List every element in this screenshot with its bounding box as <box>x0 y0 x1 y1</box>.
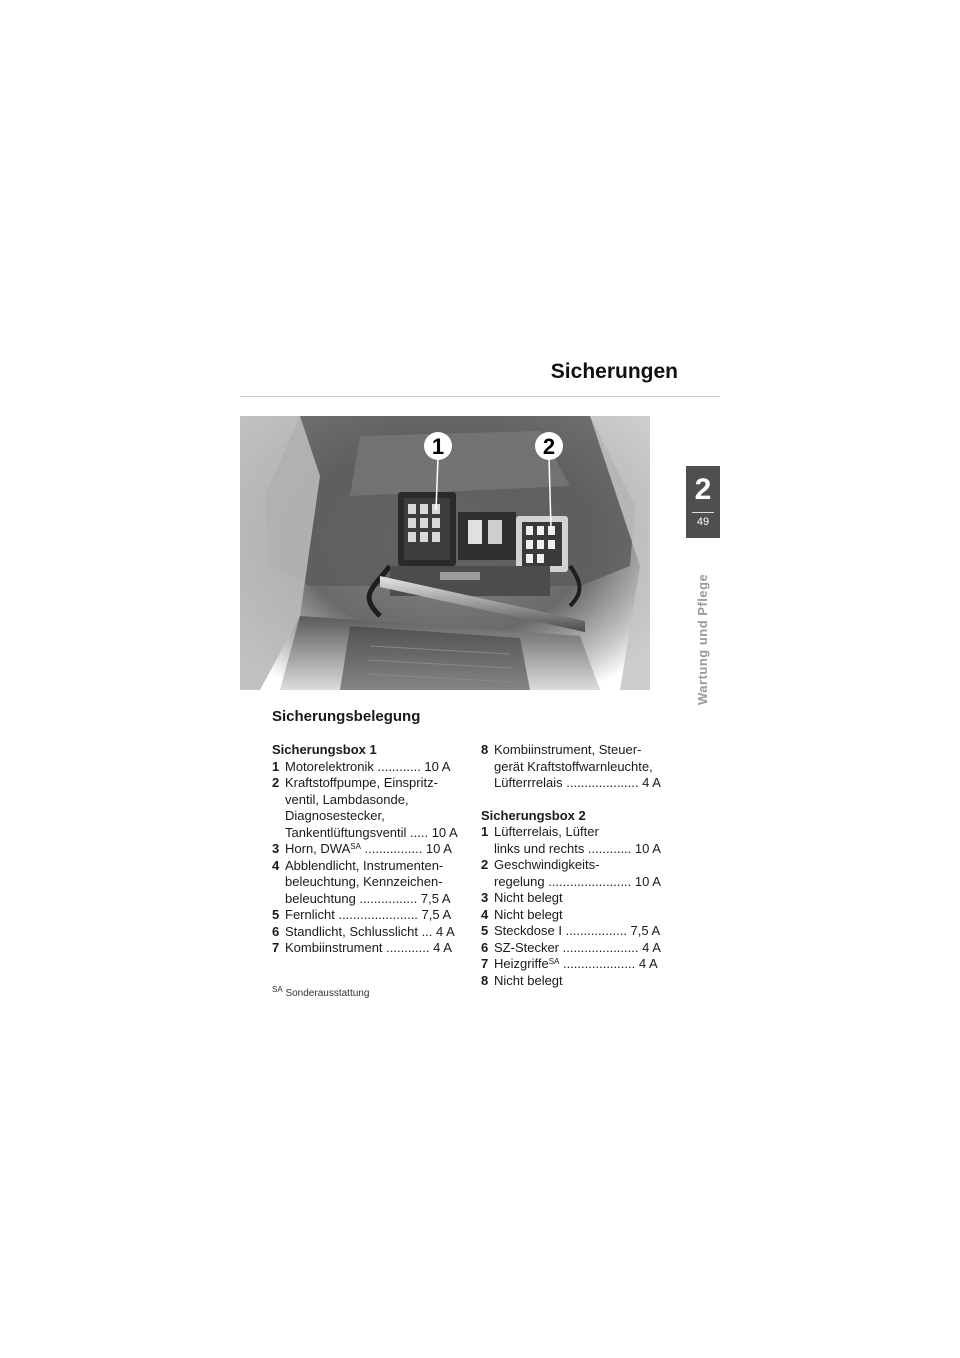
title-divider <box>240 396 720 397</box>
fuse-list-left <box>272 742 482 957</box>
item-text: Kombiinstrument, Steuer- <box>494 742 642 757</box>
item-text: ................ 10 A <box>360 841 452 856</box>
fuse-list-right <box>481 742 691 989</box>
item-number: 7 <box>272 940 280 955</box>
fuse-box-photo <box>240 416 650 690</box>
callout-1-label: 1 <box>431 434 445 459</box>
chapter-number: 2 <box>694 473 712 506</box>
item-text: regelung ....................... 10 A <box>494 873 661 889</box>
item-number: 4 <box>481 906 489 922</box>
item-text: Diagnosestecker, <box>285 808 385 823</box>
item-text: Lüfterrelais, Lüfter <box>494 824 599 839</box>
footnote-mark: SA <box>272 985 283 994</box>
list-item <box>481 890 691 907</box>
item-text: SZ-Stecker ..................... 4 A <box>494 939 661 955</box>
special-equipment-mark: SA <box>548 957 560 966</box>
item-text: links und rechts ............ 10 A <box>494 840 661 856</box>
item-number: 6 <box>481 939 489 955</box>
list-item <box>481 857 691 890</box>
box2-heading: Sicherungsbox 2 <box>481 807 586 823</box>
item-number: 5 <box>272 907 280 922</box>
callout-2 <box>535 432 563 460</box>
item-text: Nicht belegt <box>494 972 563 988</box>
item-number: 4 <box>272 857 280 873</box>
item-text: Motorelektronik ............ 10 A <box>285 758 451 774</box>
fuse-box-illustration <box>240 416 650 690</box>
item-text: Lüfterrrelais .................... 4 A <box>494 775 661 790</box>
item-text: Geschwindigkeits- <box>494 857 600 872</box>
item-number: 8 <box>481 742 489 757</box>
item-text: beleuchtung ................ 7,5 A <box>285 890 451 906</box>
item-text: beleuchtung, Kennzeichen- <box>285 874 443 889</box>
item-text: Nicht belegt <box>494 906 563 922</box>
page-number: 49 <box>696 516 710 528</box>
item-text: Tankentlüftungsventil ..... 10 A <box>285 824 458 840</box>
page-title: Sicherungen <box>550 360 678 383</box>
list-item <box>481 956 691 973</box>
item-text: Heizgriffe <box>494 956 549 971</box>
item-number: 8 <box>481 972 489 988</box>
item-text: Standlicht, Schlusslicht ... 4 A <box>285 923 455 939</box>
item-text: Nicht belegt <box>494 890 563 905</box>
callout-2-label: 2 <box>542 434 556 459</box>
item-text: Abblendlicht, Instrumenten- <box>285 857 444 873</box>
list-item <box>481 940 691 957</box>
item-text: Kraftstoffpumpe, Einspritz- <box>285 775 438 790</box>
list-item <box>481 824 691 857</box>
item-text: ventil, Lambdasonde, <box>285 791 409 807</box>
list-item <box>272 940 482 957</box>
special-equipment-mark: SA <box>350 842 361 851</box>
footnote-text: Sonderausstattung <box>282 988 370 999</box>
item-number: 6 <box>272 923 280 939</box>
list-item <box>481 973 691 990</box>
item-text: gerät Kraftstoffwarnleuchte, <box>494 758 653 774</box>
box1-heading: Sicherungsbox 1 <box>272 742 377 757</box>
item-number: 2 <box>272 775 280 790</box>
item-text: Kombiinstrument ............ 4 A <box>285 940 452 955</box>
item-number: 3 <box>481 890 489 905</box>
list-item <box>272 841 482 858</box>
list-item <box>272 924 482 941</box>
item-text: Fernlicht ...................... 7,5 A <box>285 907 452 922</box>
item-number: 1 <box>481 824 489 839</box>
list-item <box>272 775 482 841</box>
list-item <box>481 742 691 792</box>
item-number: 2 <box>481 857 489 872</box>
chapter-side-title: Wartung und Pflege <box>695 573 710 705</box>
list-item <box>272 759 482 776</box>
list-item <box>272 907 482 924</box>
list-item <box>272 858 482 908</box>
item-number: 3 <box>272 841 280 856</box>
list-item <box>481 923 691 940</box>
footnote <box>272 985 370 999</box>
item-text: Horn, DWA <box>285 841 351 856</box>
list-item <box>481 907 691 924</box>
callout-1 <box>424 432 452 460</box>
item-text: Steckdose I ................. 7,5 A <box>494 923 661 938</box>
item-number: 5 <box>481 923 489 938</box>
item-number: 1 <box>272 758 280 774</box>
item-number: 7 <box>481 956 489 971</box>
item-text: .................... 4 A <box>559 956 658 971</box>
section-heading: Sicherungsbelegung <box>272 708 421 725</box>
chapter-tab <box>686 466 720 538</box>
